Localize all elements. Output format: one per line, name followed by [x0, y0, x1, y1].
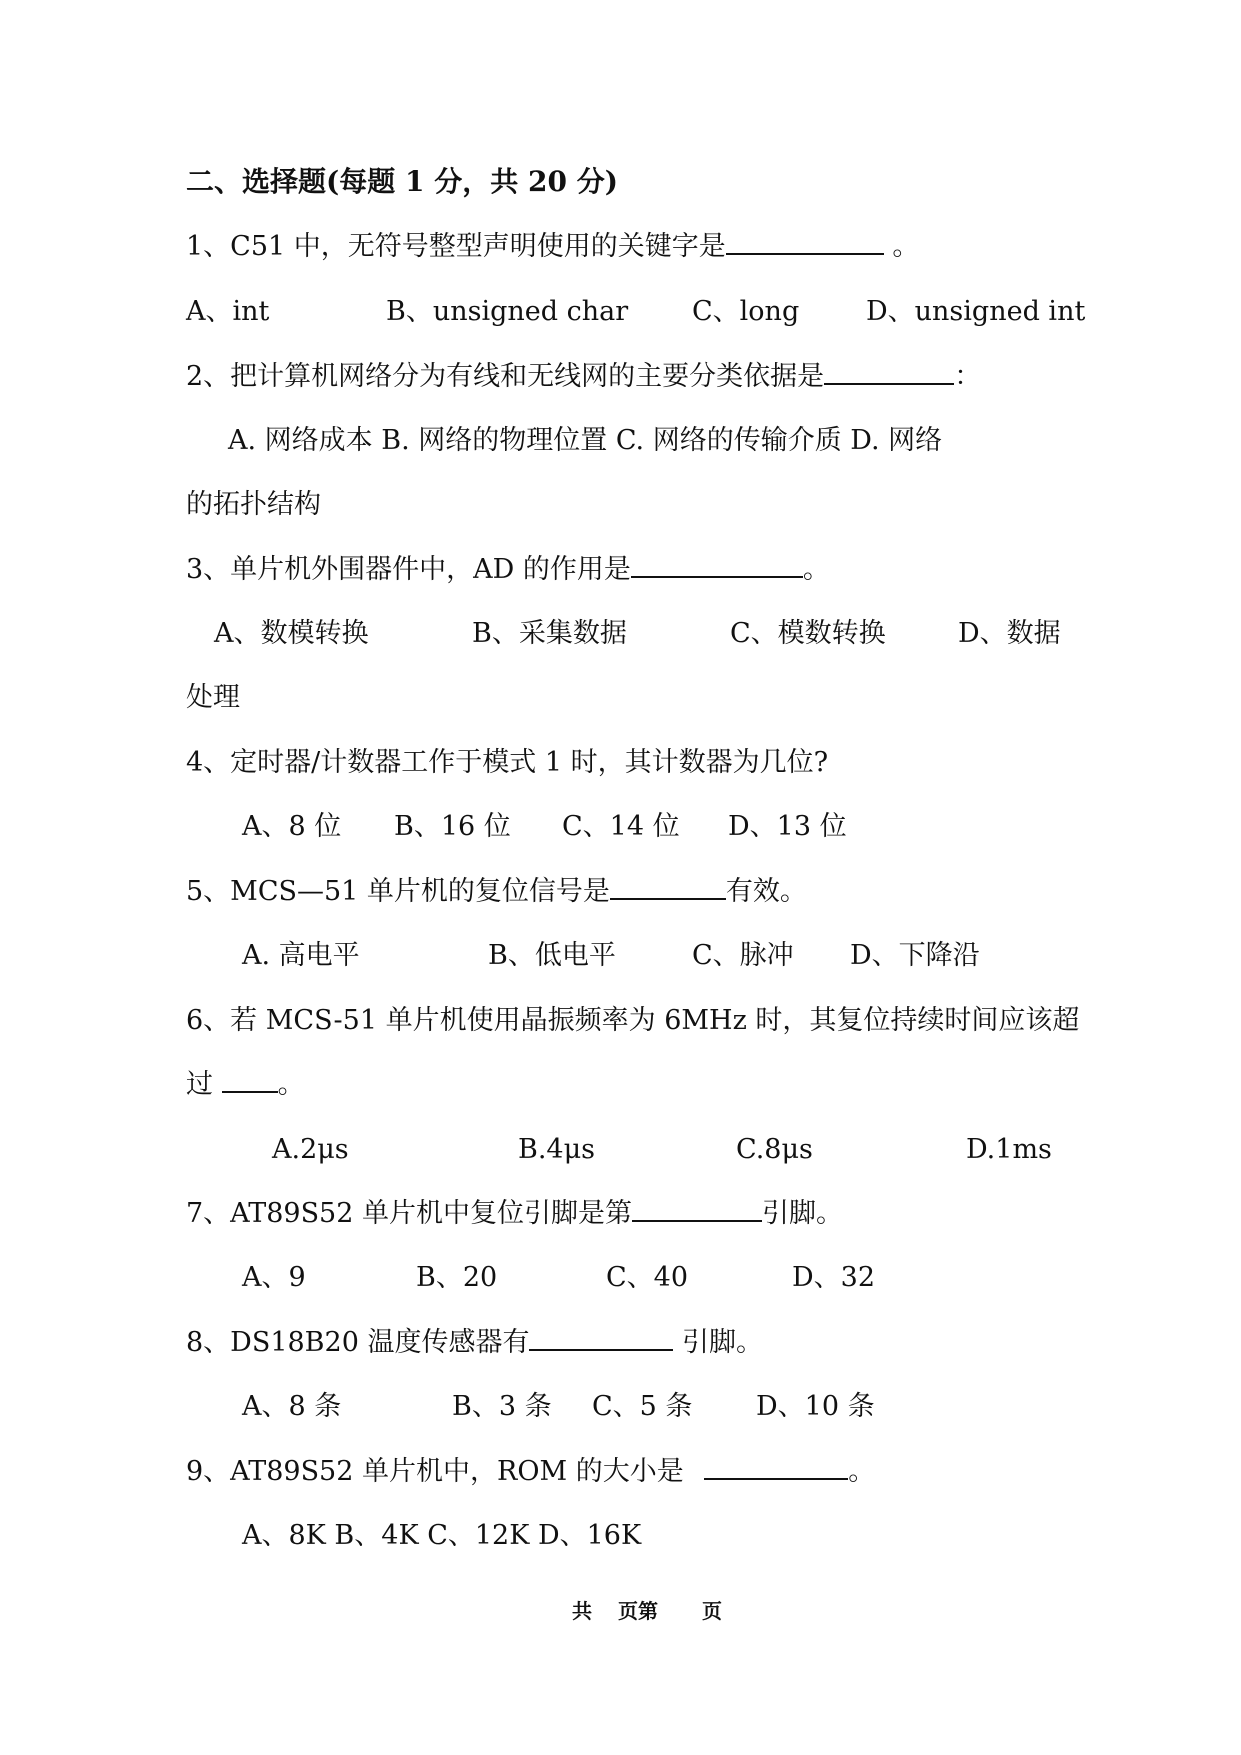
- option-c: C、14 位: [562, 811, 680, 842]
- question-1-end: 。: [883, 231, 920, 262]
- option-c: C、40: [606, 1262, 689, 1293]
- question-1-text: 1、C51 中，无符号整型声明使用的关键字是: [186, 231, 726, 262]
- option-d: D、13 位: [728, 811, 847, 842]
- footer-total: 共: [572, 1599, 592, 1623]
- answer-blank: [631, 554, 803, 578]
- answer-blank: [610, 876, 726, 900]
- option-b: B.4μs: [518, 1134, 596, 1165]
- option-d: D、数据: [958, 618, 1061, 649]
- option-a: A.2μs: [272, 1134, 349, 1165]
- question-7-end: 引脚。: [762, 1198, 844, 1229]
- option-b: B、低电平: [488, 940, 616, 971]
- question-6-stem: 6、若 MCS-51 单片机使用晶振频率为 6MHz 时，其复位持续时间应该超: [186, 1005, 1080, 1036]
- question-6-end: 。: [277, 1069, 305, 1100]
- question-2-text: 2、把计算机网络分为有线和无线网的主要分类依据是: [186, 361, 825, 392]
- question-2-stem: [186, 360, 981, 394]
- question-1-stem: [186, 230, 919, 264]
- question-3-stem: [186, 553, 830, 587]
- option-b: B、采集数据: [472, 618, 627, 649]
- option-c: C、模数转换: [730, 618, 886, 649]
- question-8-stem: [186, 1326, 763, 1360]
- section-title: 二、选择题(每题 1 分，共 20 分): [186, 165, 618, 198]
- question-6-text: 过: [186, 1069, 222, 1100]
- question-8-end: 引脚。: [673, 1327, 764, 1358]
- option-a: A、9: [242, 1262, 306, 1293]
- question-3-options-cont: 处理: [186, 682, 240, 713]
- option-a: A、int: [186, 296, 270, 327]
- option-c: C.8μs: [736, 1134, 813, 1165]
- option-a: A、8 条: [242, 1391, 342, 1422]
- question-3-end: 。: [802, 554, 830, 585]
- question-7-stem: [186, 1197, 843, 1231]
- question-9-stem: [186, 1455, 875, 1489]
- question-5-stem: [186, 875, 807, 909]
- answer-blank: [824, 361, 954, 385]
- option-d: D.1ms: [966, 1134, 1052, 1165]
- answer-blank: [222, 1069, 278, 1093]
- question-9-end: 。: [848, 1456, 876, 1487]
- answer-blank: [726, 231, 884, 255]
- question-6-stem-cont: [186, 1068, 305, 1102]
- question-4-stem: 4、定时器/计数器工作于模式 1 时，其计数器为几位?: [186, 747, 829, 778]
- option-a: A. 高电平: [242, 940, 360, 971]
- footer-page: 页: [702, 1599, 722, 1623]
- question-5-text: 5、MCS—51 单片机的复位信号是: [186, 876, 610, 907]
- question-8-text: 8、DS18B20 温度传感器有: [186, 1327, 530, 1358]
- question-9-options: A、8K B、4K C、12K D、16K: [242, 1520, 642, 1551]
- footer-page-of: 页第: [618, 1599, 658, 1623]
- option-b: B、20: [416, 1262, 498, 1293]
- question-2-options-cont: 的拓扑结构: [186, 489, 321, 520]
- option-b: B、unsigned char: [386, 296, 629, 327]
- option-d: D、10 条: [756, 1391, 875, 1422]
- option-a: A、数模转换: [214, 618, 369, 649]
- option-c: C、脉冲: [692, 940, 794, 971]
- option-a: A、8 位: [242, 811, 342, 842]
- question-7-text: 7、AT89S52 单片机中复位引脚是第: [186, 1198, 633, 1229]
- answer-blank: [632, 1198, 762, 1222]
- option-b: B、16 位: [394, 811, 511, 842]
- answer-blank: [529, 1327, 673, 1351]
- option-d: D、unsigned int: [866, 296, 1086, 327]
- question-2-end: ：: [954, 361, 982, 392]
- question-5-end: 有效。: [725, 876, 807, 907]
- question-2-options: A. 网络成本 B. 网络的物理位置 C. 网络的传输介质 D. 网络: [228, 425, 943, 456]
- option-c: C、5 条: [592, 1391, 693, 1422]
- option-d: D、32: [792, 1262, 876, 1293]
- option-d: D、下降沿: [850, 940, 980, 971]
- option-b: B、3 条: [452, 1391, 552, 1422]
- question-3-text: 3、单片机外围器件中，AD 的作用是: [186, 554, 631, 585]
- question-9-text: 9、AT89S52 单片机中，ROM 的大小是: [186, 1456, 693, 1487]
- answer-blank: [704, 1456, 848, 1480]
- option-c: C、long: [692, 296, 800, 327]
